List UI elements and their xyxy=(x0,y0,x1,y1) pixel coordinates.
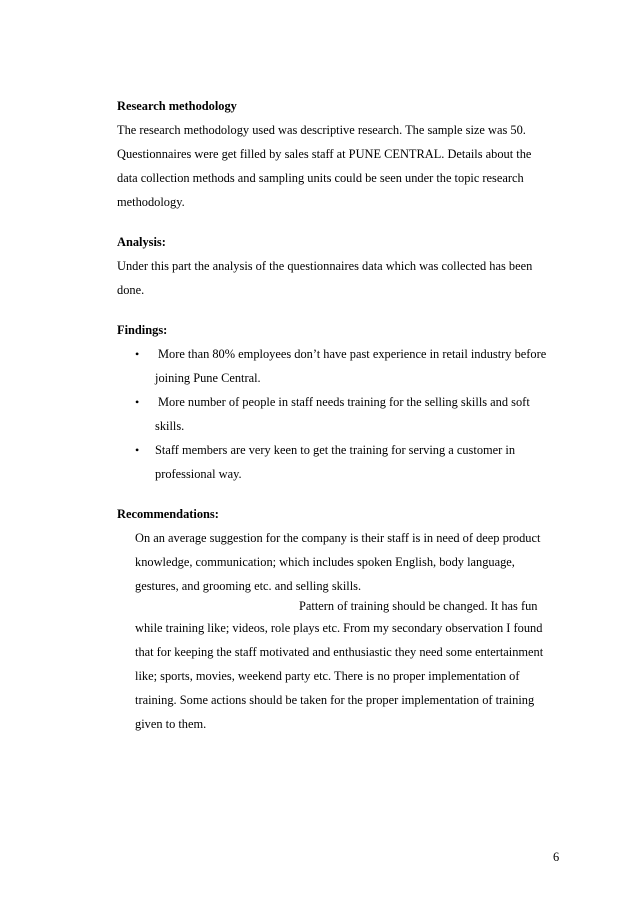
finding-line: joining Pune Central. xyxy=(155,371,261,385)
bullet-icon: • xyxy=(135,347,140,361)
finding-line: More than 80% employees don’t have past experience in retail industry before xyxy=(158,347,547,361)
finding-line: More number of people in staff needs training for the selling skills and soft xyxy=(158,395,530,409)
recommendation-line: On an average suggestion for the company is their staff is in need of deep product xyxy=(135,531,541,545)
recommendations-heading: Recommendations: xyxy=(117,507,219,521)
methodology-line: methodology. xyxy=(117,195,185,209)
bullet-icon: • xyxy=(135,443,140,457)
recommendation-line: training. Some actions should be taken for the proper implementation of training xyxy=(135,693,535,707)
methodology-line: data collection methods and sampling units could be seen under the topic research xyxy=(117,171,524,185)
analysis-line: Under this part the analysis of the questionnaires data which was collected has been xyxy=(117,259,533,273)
bullet-icon: • xyxy=(135,395,140,409)
finding-line: skills. xyxy=(155,419,185,433)
recommendation-line: gestures, and grooming etc. and selling skills. xyxy=(135,579,362,593)
page-number: 6 xyxy=(553,850,560,864)
finding-line: Staff members are very keen to get the training for serving a customer in xyxy=(155,443,516,457)
recommendation-line: like; sports, movies, weekend party etc. There is no proper implementation of xyxy=(135,669,520,683)
methodology-heading: Research methodology xyxy=(117,99,237,113)
analysis-heading: Analysis: xyxy=(117,235,166,249)
methodology-line: Questionnaires were get filled by sales staff at PUNE CENTRAL. Details about the xyxy=(117,147,532,161)
recommendation-line: Pattern of training should be changed. It has fun xyxy=(299,599,538,613)
analysis-line: done. xyxy=(117,283,145,297)
finding-line: professional way. xyxy=(155,467,242,481)
recommendation-line: given to them. xyxy=(135,717,207,731)
recommendation-line: while training like; videos, role plays etc. From my secondary observation I found xyxy=(135,621,543,635)
methodology-line: The research methodology used was descriptive research. The sample size was 50. xyxy=(117,123,526,137)
findings-heading: Findings: xyxy=(117,323,168,337)
recommendation-line: knowledge, communication; which includes spoken English, body language, xyxy=(135,555,515,569)
recommendation-line: that for keeping the staff motivated and enthusiastic they need some entertainment xyxy=(135,645,544,659)
